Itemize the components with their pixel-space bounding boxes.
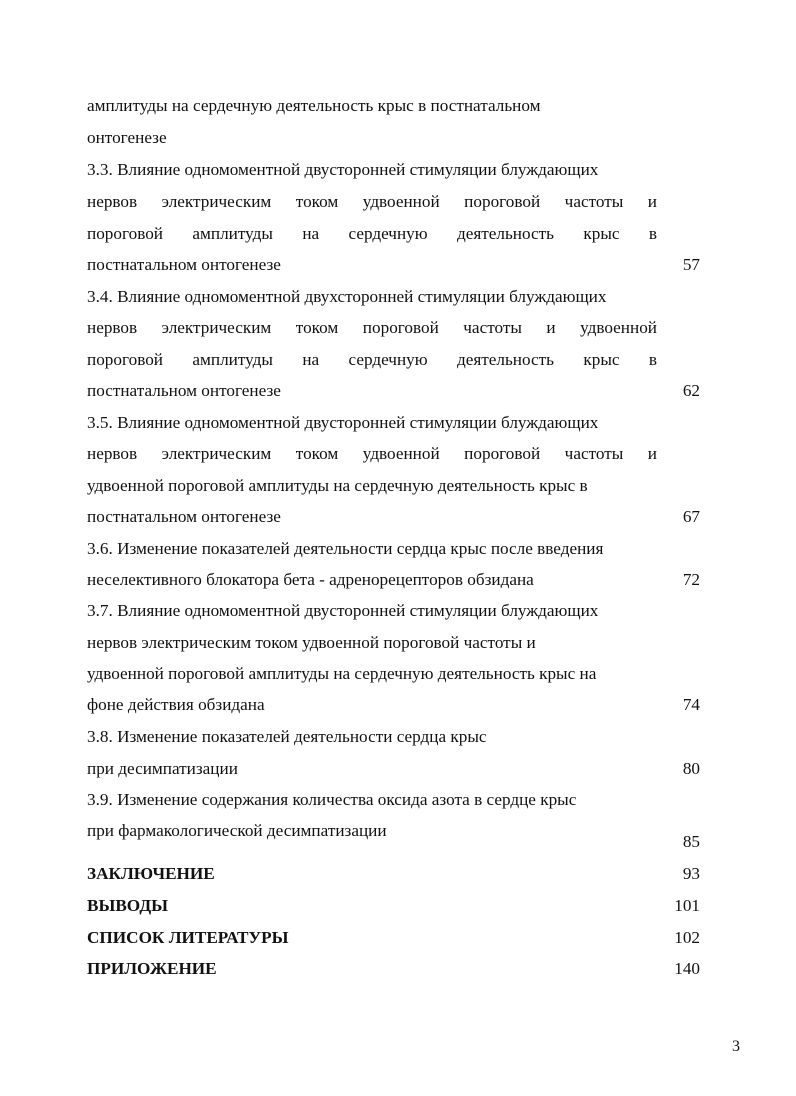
toc-text-line: неселективного блокатора бета - адренорецепторов обзидана [87, 570, 534, 589]
toc-text-line: удвоенной пороговой амплитуды на сердечную деятельность крыс в [87, 476, 588, 495]
toc-findings-heading: ВЫВОДЫ [87, 896, 169, 915]
toc-conclusion-heading: ЗАКЛЮЧЕНИЕ [87, 864, 215, 883]
toc-page-number: 74 [682, 695, 700, 714]
toc-page-number: 72 [682, 570, 700, 589]
toc-entry-3-3-title: 3.3. Влияние одномоментной двусторонней стимуляции блуждающих [87, 160, 599, 179]
toc-appendix-heading: ПРИЛОЖЕНИЕ [87, 959, 217, 978]
toc-page-number: 80 [682, 759, 700, 778]
toc-entry-3-4-title: 3.4. Влияние одномоментной двухсторонней стимуляции блуждающих [87, 287, 607, 306]
toc-references-heading: СПИСОК ЛИТЕРАТУРЫ [87, 928, 289, 947]
toc-text-line: нервов электрическим током удвоенной пороговой частоты и [87, 633, 536, 652]
toc-text-line: при десимпатизации [87, 759, 238, 778]
toc-page-number: 101 [674, 896, 700, 915]
toc-page-number: 140 [674, 959, 700, 978]
toc-text-line: постнатальном онтогенезе [87, 507, 281, 526]
toc-entry-3-6-title: 3.6. Изменение показателей деятельности сердца крыс после введения [87, 539, 604, 558]
toc-text-line: постнатальном онтогенезе [87, 381, 281, 400]
toc-text-line: амплитуды на сердечную деятельность крыс в постнатальном [87, 96, 541, 115]
toc-text-line: онтогенезе [87, 128, 167, 147]
toc-page-number: 93 [682, 864, 700, 883]
page-folio-number: 3 [732, 1038, 740, 1055]
toc-text-line: фоне действия обзидана [87, 695, 265, 714]
toc-entry-3-9-title: 3.9. Изменение содержания количества оксида азота в сердце крыс [87, 790, 577, 809]
toc-text-line: пороговой амплитуды на сердечную деятельность крыс в [87, 350, 657, 369]
toc-text-line: нервов электрическим током удвоенной пороговой частоты и [87, 192, 657, 211]
toc-page-number: 62 [682, 381, 700, 400]
toc-text-line: нервов электрическим током удвоенной пороговой частоты и [87, 444, 657, 463]
toc-text-line: при фармакологической десимпатизации [87, 821, 387, 840]
toc-text-line: нервов электрическим током пороговой частоты и удвоенной [87, 318, 657, 337]
toc-page-number: 67 [682, 507, 700, 526]
toc-page-number: 85 [682, 832, 700, 851]
toc-entry-3-5-title: 3.5. Влияние одномоментной двусторонней стимуляции блуждающих [87, 413, 599, 432]
toc-text-line: удвоенной пороговой амплитуды на сердечную деятельность крыс на [87, 664, 597, 683]
toc-page-number: 57 [682, 255, 700, 274]
toc-entry-3-7-title: 3.7. Влияние одномоментной двусторонней стимуляции блуждающих [87, 601, 599, 620]
toc-text-line: пороговой амплитуды на сердечную деятельность крыс в [87, 224, 657, 243]
toc-page-number: 102 [674, 928, 700, 947]
toc-entry-3-8-title: 3.8. Изменение показателей деятельности сердца крыс [87, 727, 487, 746]
toc-text-line: постнатальном онтогенезе [87, 255, 281, 274]
